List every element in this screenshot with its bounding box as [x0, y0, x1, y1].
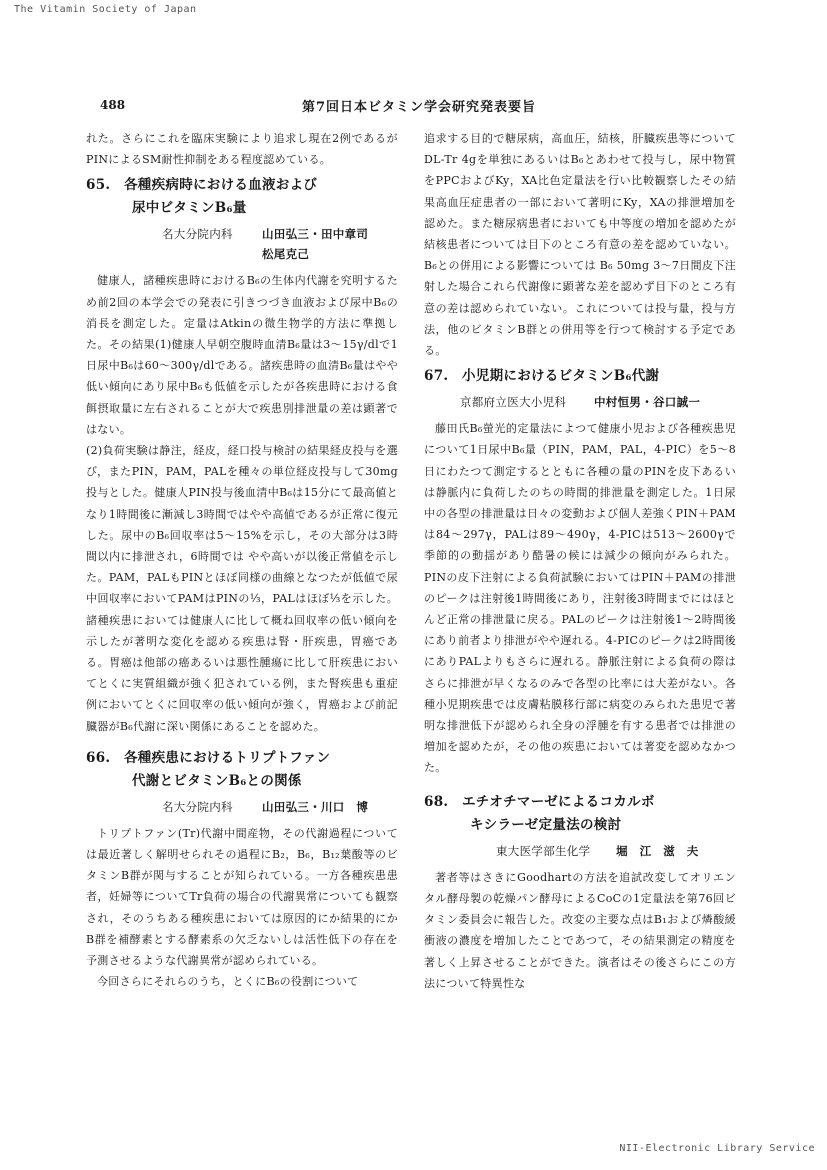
section-number: 66.: [86, 749, 111, 766]
affiliation: 東大医学部生化学: [496, 843, 591, 858]
section-67-affiliation: [424, 392, 736, 412]
affiliation: 名大分院内科: [162, 799, 233, 814]
watermark-bottom: NII-Electronic Library Service: [619, 1143, 815, 1154]
authors: 中村恒男・谷口誠一: [594, 395, 701, 410]
body-paragraph: 藤田氏B₆螢光的定量法によつて健康小児および各種疾患児について1日尿中B₆量（PIN，PAM，PAL，4-PIC）を5～8日にわたつて測定するとともに各種の量のPINを皮下あるいは静脈内に負荷したのちの時間的排泄量を測定した。1日尿中の各型の排泄量は日々の変動および個人差強くPIN＋PAMは84～297γ，PALは89～490γ，4-PICは513～2600γで季節的の動揺があり酷暑の候には減少の傾向がみられた。PINの皮下注射による負荷試験においてはPIN＋PAMの排泄のピークは注射後1時間後にあり，注射後3時間までにはほとんど正常の排泄量に戻る。PALのピークは注射後1～2時間後にあり前者より排泄がやや遅れる。4-PICのピークは2時間後にありPALよりもさらに遅れる。静脈注射による負荷の際はさらに排泄が早くなるのみで各型の比率には大差がない。各種小児期疾患では皮膚粘膜移行部に病変のみられた患児で著明な排泄低下が認められ全身の浮腫を有する患者では排泄の増加を認めたが，その他の疾患においては著変を認めなかつた。: [424, 422, 736, 775]
authors: 松尾克己: [262, 247, 310, 262]
section-number: 67.: [424, 368, 449, 385]
authors: 堀 江 滋 夫: [616, 843, 699, 858]
section-68-title: [424, 791, 736, 837]
body-paragraph: (2)負荷実験は静注，経皮，経口投与検討の結果経皮投与を選び，またPIN，PAM，PALを種々の単位経皮投与して30mg投与とした。健康人PIN投与後血清中B₆は15分にて最高値となり1時間後に漸減し3時間ではやや高値であるが正常に復元した。尿中のB₆回収率は5～15%を示し，その大部分は3時間以内に排泄され，6時間では やや高いが以後正常値を示した。PAM，PALもPINとほぼ同様の曲線となつたが低値で尿中回収率においてPAMはPINの⅓，PALはほぼ⅓を示した。諸種疾患においては健康人に比して概ね回収率の低い傾向を示したが著明な変化を認める疾患は腎・肝疾患，胃癌である。胃癌は他部の癌あるいは悪性腫瘍に比して肝疾患においてとくに実質組織が強く犯されている例，また腎疾患も重症例においてとくに回収率の低い傾向が強く，胃癌および前記臓器がB₆代謝に深い関係にあることを認めた。: [86, 444, 398, 733]
section-title-line: [424, 814, 736, 837]
section-66-title: [86, 747, 398, 793]
section-65-title: [86, 174, 398, 220]
section-title-line: エチオチマーゼによるコカルボ: [462, 793, 655, 810]
continuation-paragraph: れた。さらにこれを臨床実験により追求し現在2例であるがPINによるSM耐性抑制をある程度認めている。: [86, 132, 398, 167]
authors: 山田弘三・川口 博: [262, 799, 369, 814]
section-68-affiliation: [424, 841, 736, 861]
left-column: [86, 128, 398, 993]
section-67-title: [424, 365, 736, 388]
section-number: 65.: [86, 177, 111, 194]
right-column: [424, 128, 736, 994]
section-title-line: 代謝とビタミンB₆との関係: [132, 772, 302, 789]
watermark-top: The Vitamin Society of Japan: [14, 4, 197, 15]
section-title-line: キシラーゼ定量法の検討: [470, 816, 622, 833]
section-title-line: 各種疾病時における血液および: [124, 177, 318, 194]
section-number: 68.: [424, 793, 449, 810]
authors: 山田弘三・田中章司: [262, 227, 369, 242]
page-number: 488: [100, 98, 126, 112]
body-paragraph: 著者等はさきにGoodhartの方法を追試改変してオリエンタル酵母製の乾燥パン酵母によるCoCの1定量法を第76回ビタミン委員会に報告した。改変の主要な点はB₁および燐酸緩衝液の濃度を増加したことであつて，その結果測定の精度を著しく上昇させることができた。演者はその後さらにこの方法について特異性な: [424, 870, 736, 990]
running-head: 第7回日本ビタミン学会研究発表要旨: [302, 100, 537, 115]
body-paragraph: トリプトファン(Tr)代謝中間産物，その代謝過程については最近著しく解明せられその過程にB₂，B₆，B₁₂葉酸等のビタミンB群が関与することが知られている。一方各種疾患患者，妊婦等についてTr負荷の場合の代謝異常についても観察され，そのうちある種疾患においては原因的にか結果的にかB群を補酵素とする酵素系の欠乏ないしは活性低下の存在を予測させるような代謝異常が認められている。: [86, 826, 398, 968]
section-title-line: 各種疾患におけるトリプトファン: [124, 749, 331, 766]
body-paragraph: 健康人，諸種疾患時におけるB₆の生体内代謝を究明するため前2回の本学会での発表に引きつづき血液および尿中B₆の消長を測定した。定量はAtkinの微生物学的方法に準拠した。その結果(1)健康人早朝空腹時血清B₆量は3～15γ/dlで1日尿中B₆は60～300γ/dlである。諸疾患時の血清B₆量はやや低い傾向にあり尿中B₆も低値を示したが各疾患時における食餌摂取量に左右されることが大で疾患別排泄量の差は顕著ではない。: [86, 274, 398, 436]
affiliation: 名大分院内科: [162, 227, 233, 242]
continuation-paragraph: 追求する目的で糖尿病，高血圧，結核，肝臓疾患等についてDL-Tr 4gを単独にあるいはB₆とあわせて投与し，尿中物質をPPCおよびKy，XA比色定量法を行い比較観察したその結果高血圧症患者の一部において著明にKy，XAの排泄増加を認めた。また糖尿病患者においても中等度の増加を認めたが結核患者については目下のところ有意の差を認めていない。B₆との併用による影響については B₆ 50mg 3～7日間皮下注射した場合これら代謝像に顕著な差を認めず目下のところ有意の差は認められていない。これについては投与量，投与方法，他のビタミンB群との併用等を行つて検討する予定である。: [424, 132, 736, 358]
section-title-line: 尿中ビタミンB₆量: [132, 200, 247, 217]
body-paragraph: 今回さらにそれらのうち，とくにB₆の役割について: [97, 975, 359, 989]
affiliation: 京都府立医大小児科: [460, 395, 567, 410]
section-title-line: 小児期におけるビタミンB₆代謝: [462, 368, 660, 385]
section-65-affiliation: [86, 224, 398, 264]
section-66-affiliation: [86, 797, 398, 817]
